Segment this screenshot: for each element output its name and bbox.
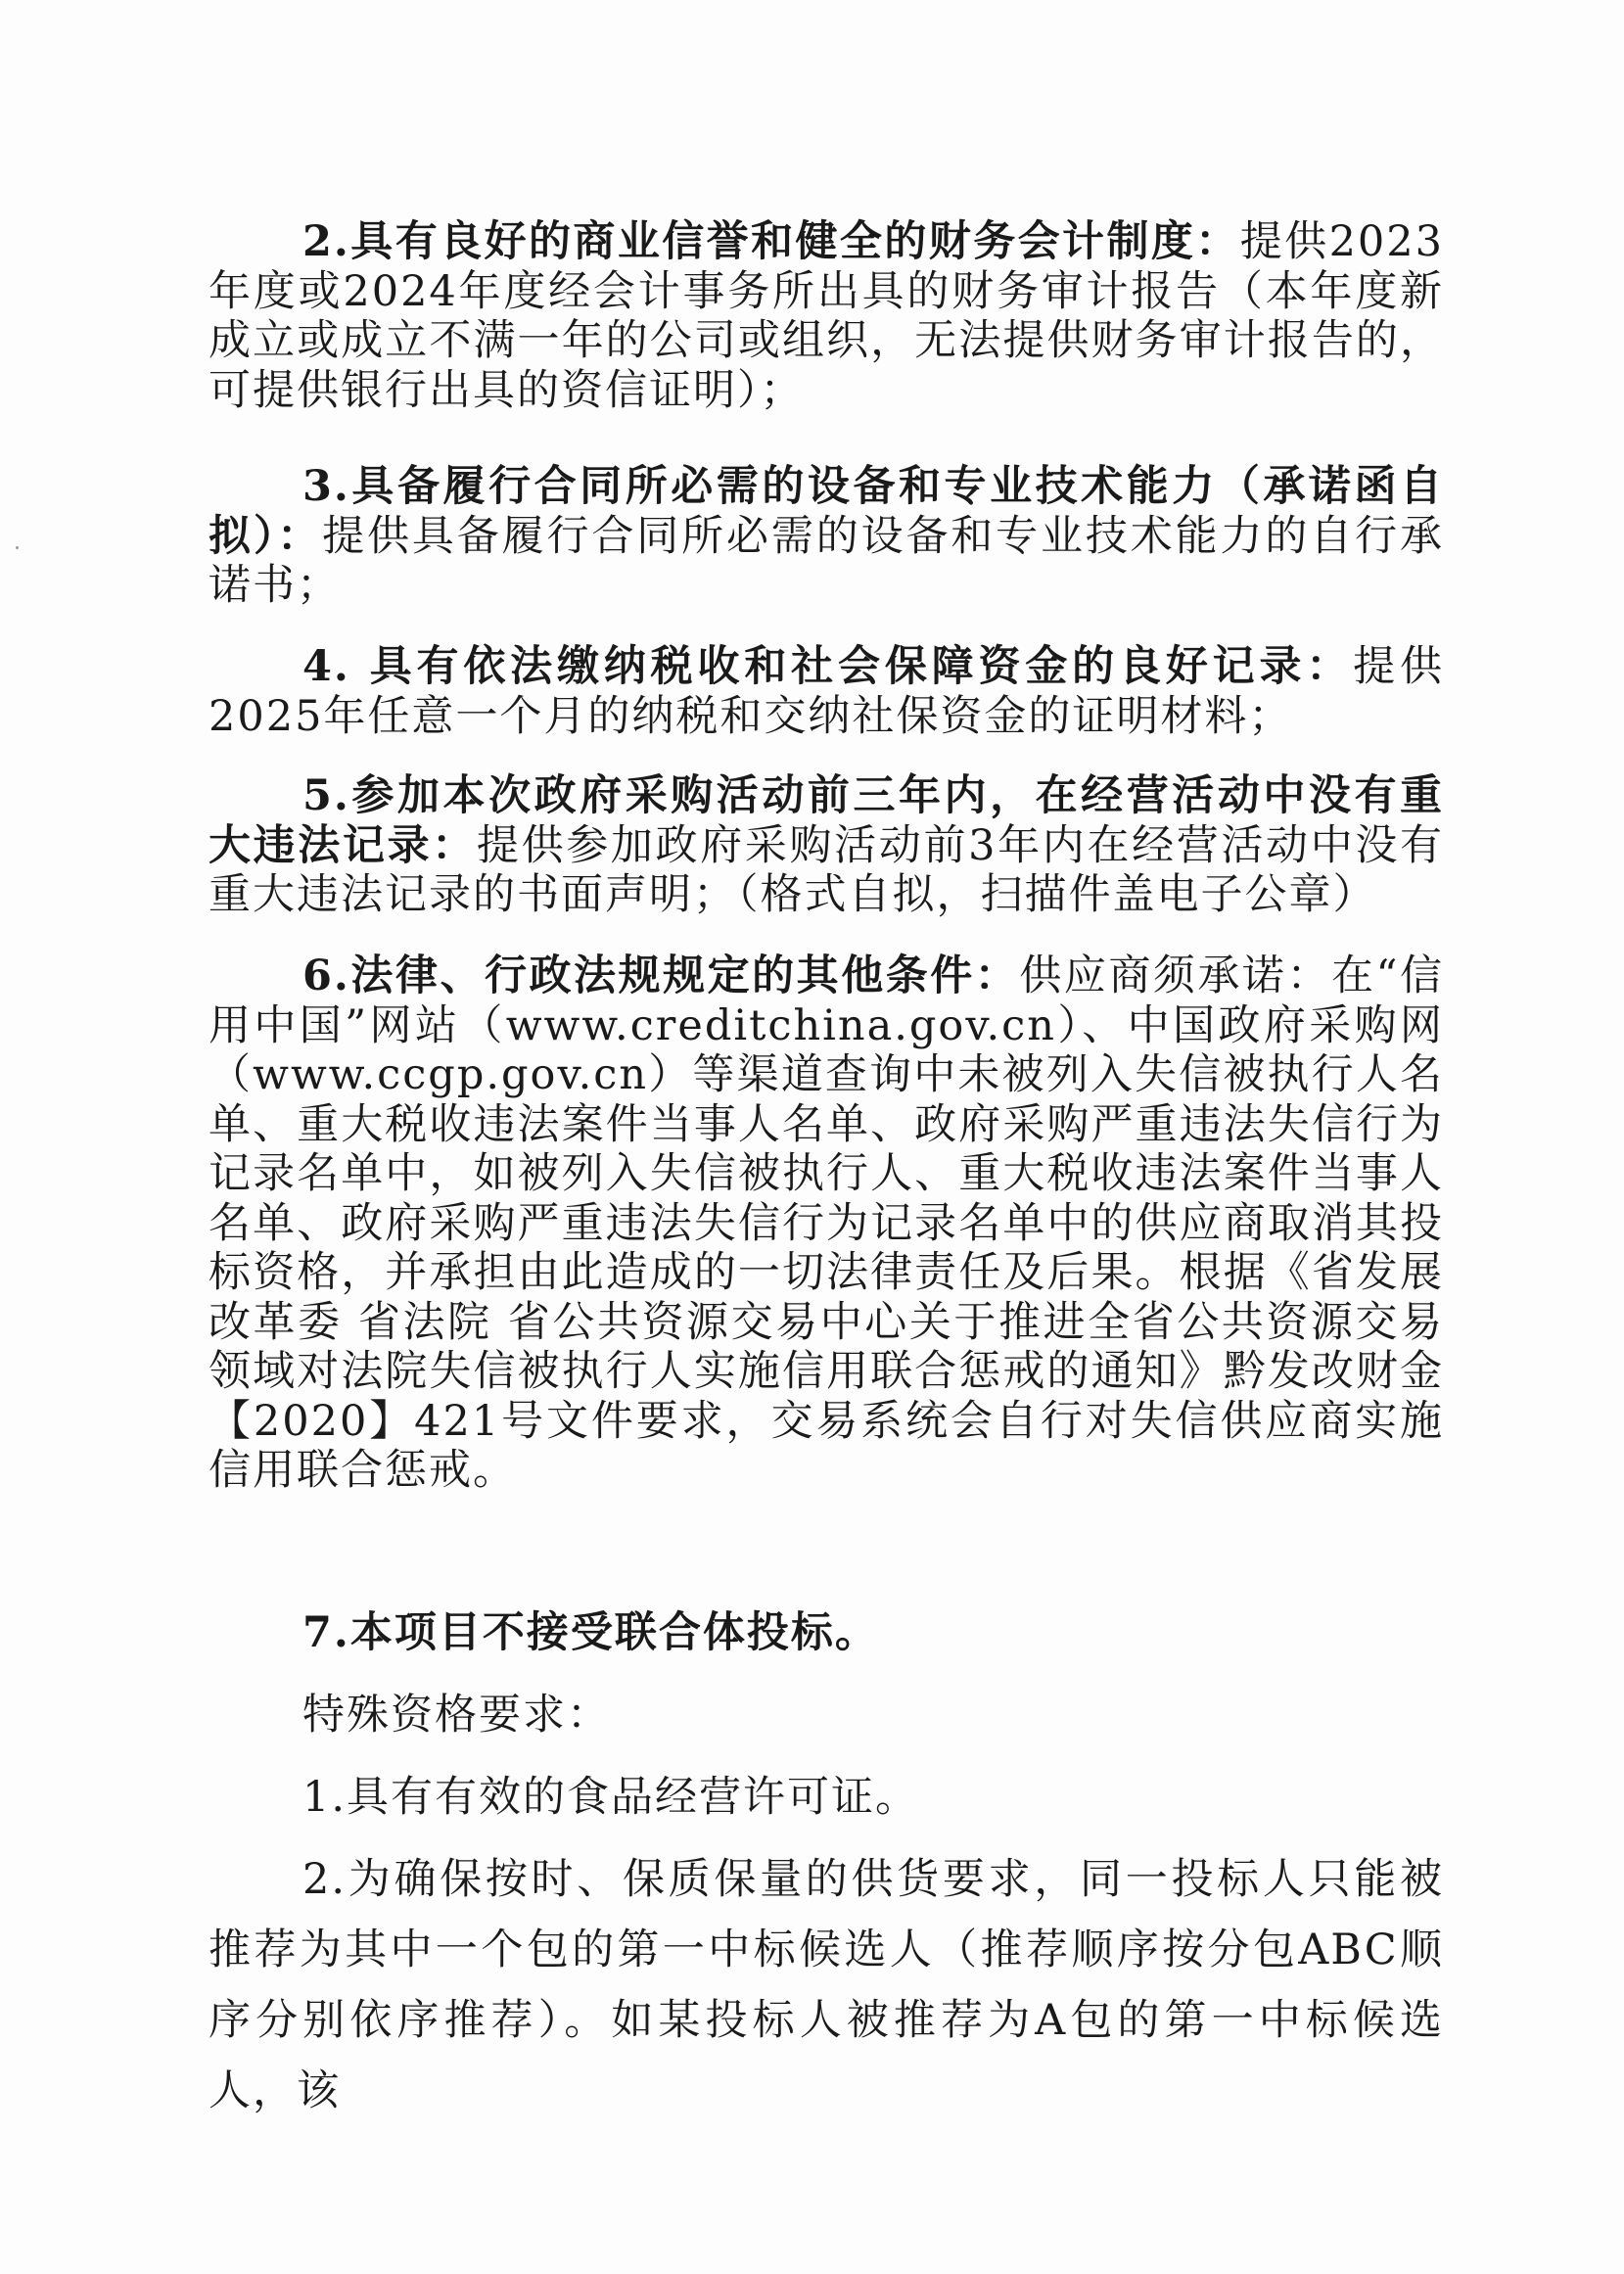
requirement-2-body: 提供2023年度或2024年度经会计事务所出具的财务审计报告（本年度新成立或成立不满一年的公司或组织，无法提供财务审计报告的，可提供银行出具的资信证明）； (209, 217, 1445, 415)
requirement-5-heading: 5.参加本次政府采购活动前三年内，在经营活动中没有重大违法记录： (209, 771, 1444, 870)
requirement-3-body: 提供具备履行合同所必需的设备和专业技术能力的自行承诺书； (209, 511, 1445, 610)
requirement-4-body: 提供2025年任意一个月的纳税和交纳社保资金的证明材料； (209, 642, 1444, 741)
requirement-4-heading: 4. 具有依法缴纳税收和社会保障资金的良好记录： (302, 642, 1354, 691)
requirement-6-body: 供应商须承诺：在“信用中国”网站（www.creditchina.gov.cn）、中国政府采购网（www.ccgp.gov.cn）等渠道查询中未被列入失信被执行人名单、重大税收违法案件当事人名单、政府采购严重违法失信行为记录名单中，如被列入失信被执行人、重大税收违法案件当事人名单、政府采购严重违法失信行为记录名单中的供应商取消其投标资格，并承担由此造成的一切法律责任及后果。根据《省发展改革委 省法院 省公共资源交易中心关于推进全省公共资源交易领域对法院失信被执行人实施信用联合惩戒的通知》黔发改财金【2020】421号文件要求，交易系统会自行对失信供应商实施信用联合惩戒。 (209, 951, 1445, 1495)
special-requirement-2: 2.为确保按时、保质保量的供货要求，同一投标人只能被推荐为其中一个包的第一中标候选人（推荐顺序按分包ABC顺序分别依序推荐）。如某投标人被推荐为A包的第一中标候选人，该 (209, 1855, 1444, 2115)
requirement-3 (209, 462, 1444, 611)
requirement-4 (209, 642, 1444, 741)
requirement-5 (209, 771, 1444, 920)
requirement-7: 7.本项目不接受联合体投标。 (302, 1608, 879, 1657)
requirement-6 (209, 951, 1444, 1496)
requirement-3-heading: 3.具备履行合同所必需的设备和专业技术能力（承诺函自拟）： (209, 462, 1444, 561)
special-requirement-1: 1.具有有效的食品经营许可证。 (302, 1773, 920, 1822)
requirement-5-body: 提供参加政府采购活动前3年内在经营活动中没有重大违法记录的书面声明；（格式自拟，扫描件盖电子公章） (209, 820, 1444, 919)
scan-speck (16, 546, 19, 549)
special-requirements-title: 特殊资格要求： (302, 1691, 611, 1740)
requirement-2 (209, 217, 1444, 415)
requirement-6-heading: 6.法律、行政法规规定的其他条件： (302, 951, 1020, 1000)
requirement-2-heading: 2.具有良好的商业信誉和健全的财务会计制度： (302, 217, 1240, 266)
